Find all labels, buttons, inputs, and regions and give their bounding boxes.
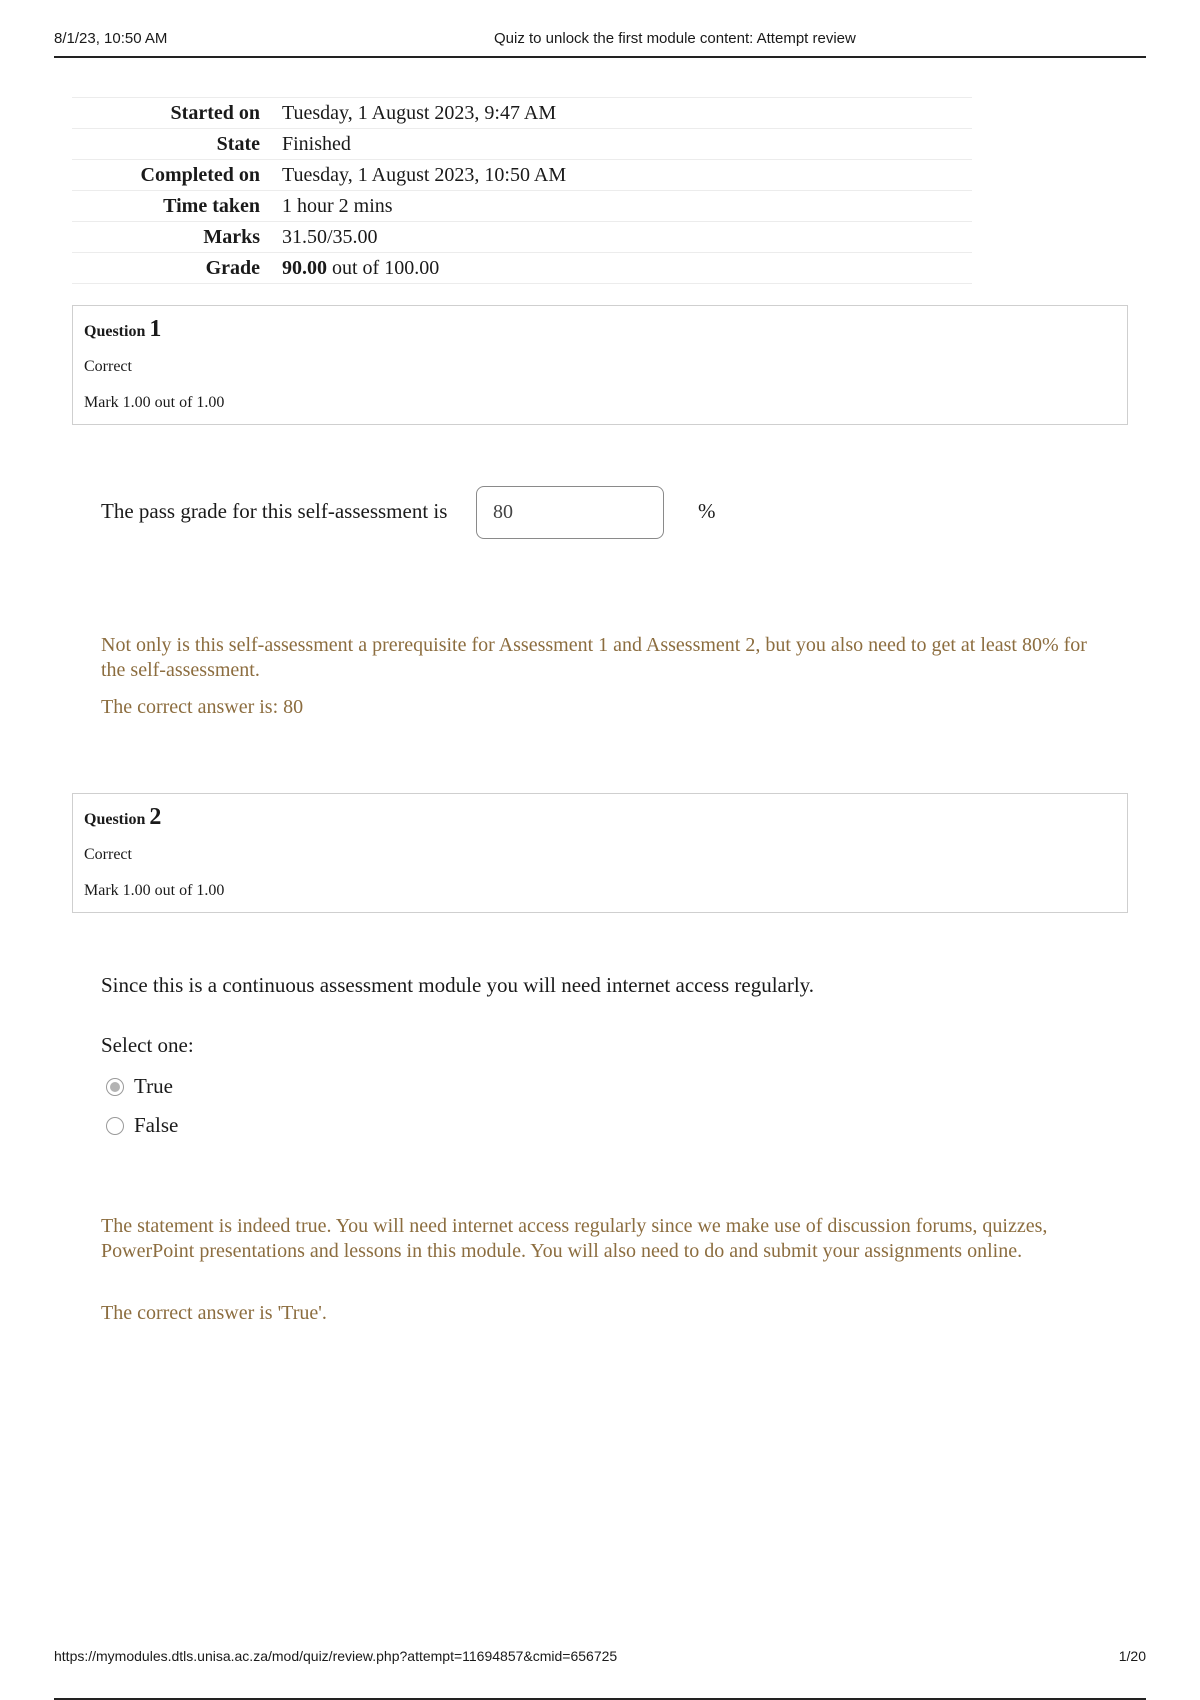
print-page-title: Quiz to unlock the first module content: Attempt review xyxy=(494,30,856,47)
question-1-correct-answer: The correct answer is: 80 xyxy=(101,696,304,718)
question-number: Question 1 xyxy=(84,316,162,342)
summary-row-marks xyxy=(72,221,972,252)
grade-total: out of 100.00 xyxy=(327,256,440,279)
question-2-correct-answer: The correct answer is 'True'. xyxy=(101,1302,327,1324)
summary-label: Grade xyxy=(205,256,260,279)
select-one-prompt: Select one: xyxy=(101,1033,194,1057)
option-label: True xyxy=(134,1074,173,1098)
print-footer xyxy=(54,1648,1146,1700)
question-1-text: The pass grade for this self-assessment is xyxy=(101,499,448,523)
summary-label: Time taken xyxy=(163,194,260,217)
question-1-feedback: Not only is this self-assessment a prerequisite for Assessment 1 and Assessment 2, but you also need to get at least 80% for the self-assessment. xyxy=(101,634,1087,681)
print-page-number: 1/20 xyxy=(1118,1648,1146,1664)
summary-value: Tuesday, 1 August 2023, 10:50 AM xyxy=(282,163,567,186)
summary-row-grade xyxy=(72,252,972,284)
radio-true[interactable] xyxy=(106,1078,124,1096)
question-state: Correct xyxy=(84,358,132,375)
summary-row-started xyxy=(72,97,972,128)
summary-row-time xyxy=(72,190,972,221)
print-url: https://mymodules.dtls.unisa.ac.za/mod/quiz/review.php?attempt=11694857&cmid=656725 xyxy=(54,1648,618,1664)
option-label: False xyxy=(134,1113,179,1137)
question-1-answer-input[interactable] xyxy=(476,486,664,539)
summary-label: Marks xyxy=(203,225,260,248)
question-2-info xyxy=(72,793,1128,913)
option-true[interactable] xyxy=(106,1074,173,1099)
summary-label: Started on xyxy=(170,101,260,124)
radio-false[interactable] xyxy=(106,1117,124,1135)
summary-value: Finished xyxy=(282,132,351,155)
grade-score: 90.00 xyxy=(282,256,327,279)
summary-value: 31.50/35.00 xyxy=(282,225,378,248)
summary-value: Tuesday, 1 August 2023, 9:47 AM xyxy=(282,101,557,124)
attempt-summary-table xyxy=(72,97,972,284)
question-mark: Mark 1.00 out of 1.00 xyxy=(84,394,225,411)
question-2-feedback: The statement is indeed true. You will need internet access regularly since we make use of discussion forums, quizzes, PowerPoint presentations and lessons in this module. You will also need to do and submit your assignments online. xyxy=(101,1215,1048,1262)
percent-suffix: % xyxy=(698,499,716,523)
summary-value: 1 hour 2 mins xyxy=(282,194,393,217)
question-mark: Mark 1.00 out of 1.00 xyxy=(84,882,225,899)
summary-label: Completed on xyxy=(140,163,260,186)
question-2-text: Since this is a continuous assessment module you will need internet access regularly. xyxy=(101,973,815,997)
option-false[interactable] xyxy=(106,1113,178,1138)
question-state: Correct xyxy=(84,846,132,863)
summary-label: State xyxy=(216,132,260,155)
summary-row-state xyxy=(72,128,972,159)
summary-row-completed xyxy=(72,159,972,190)
print-header xyxy=(54,26,1146,58)
print-date: 8/1/23, 10:50 AM xyxy=(54,30,168,47)
question-1-info xyxy=(72,305,1128,425)
question-number: Question 2 xyxy=(84,804,162,830)
summary-value xyxy=(282,257,439,280)
